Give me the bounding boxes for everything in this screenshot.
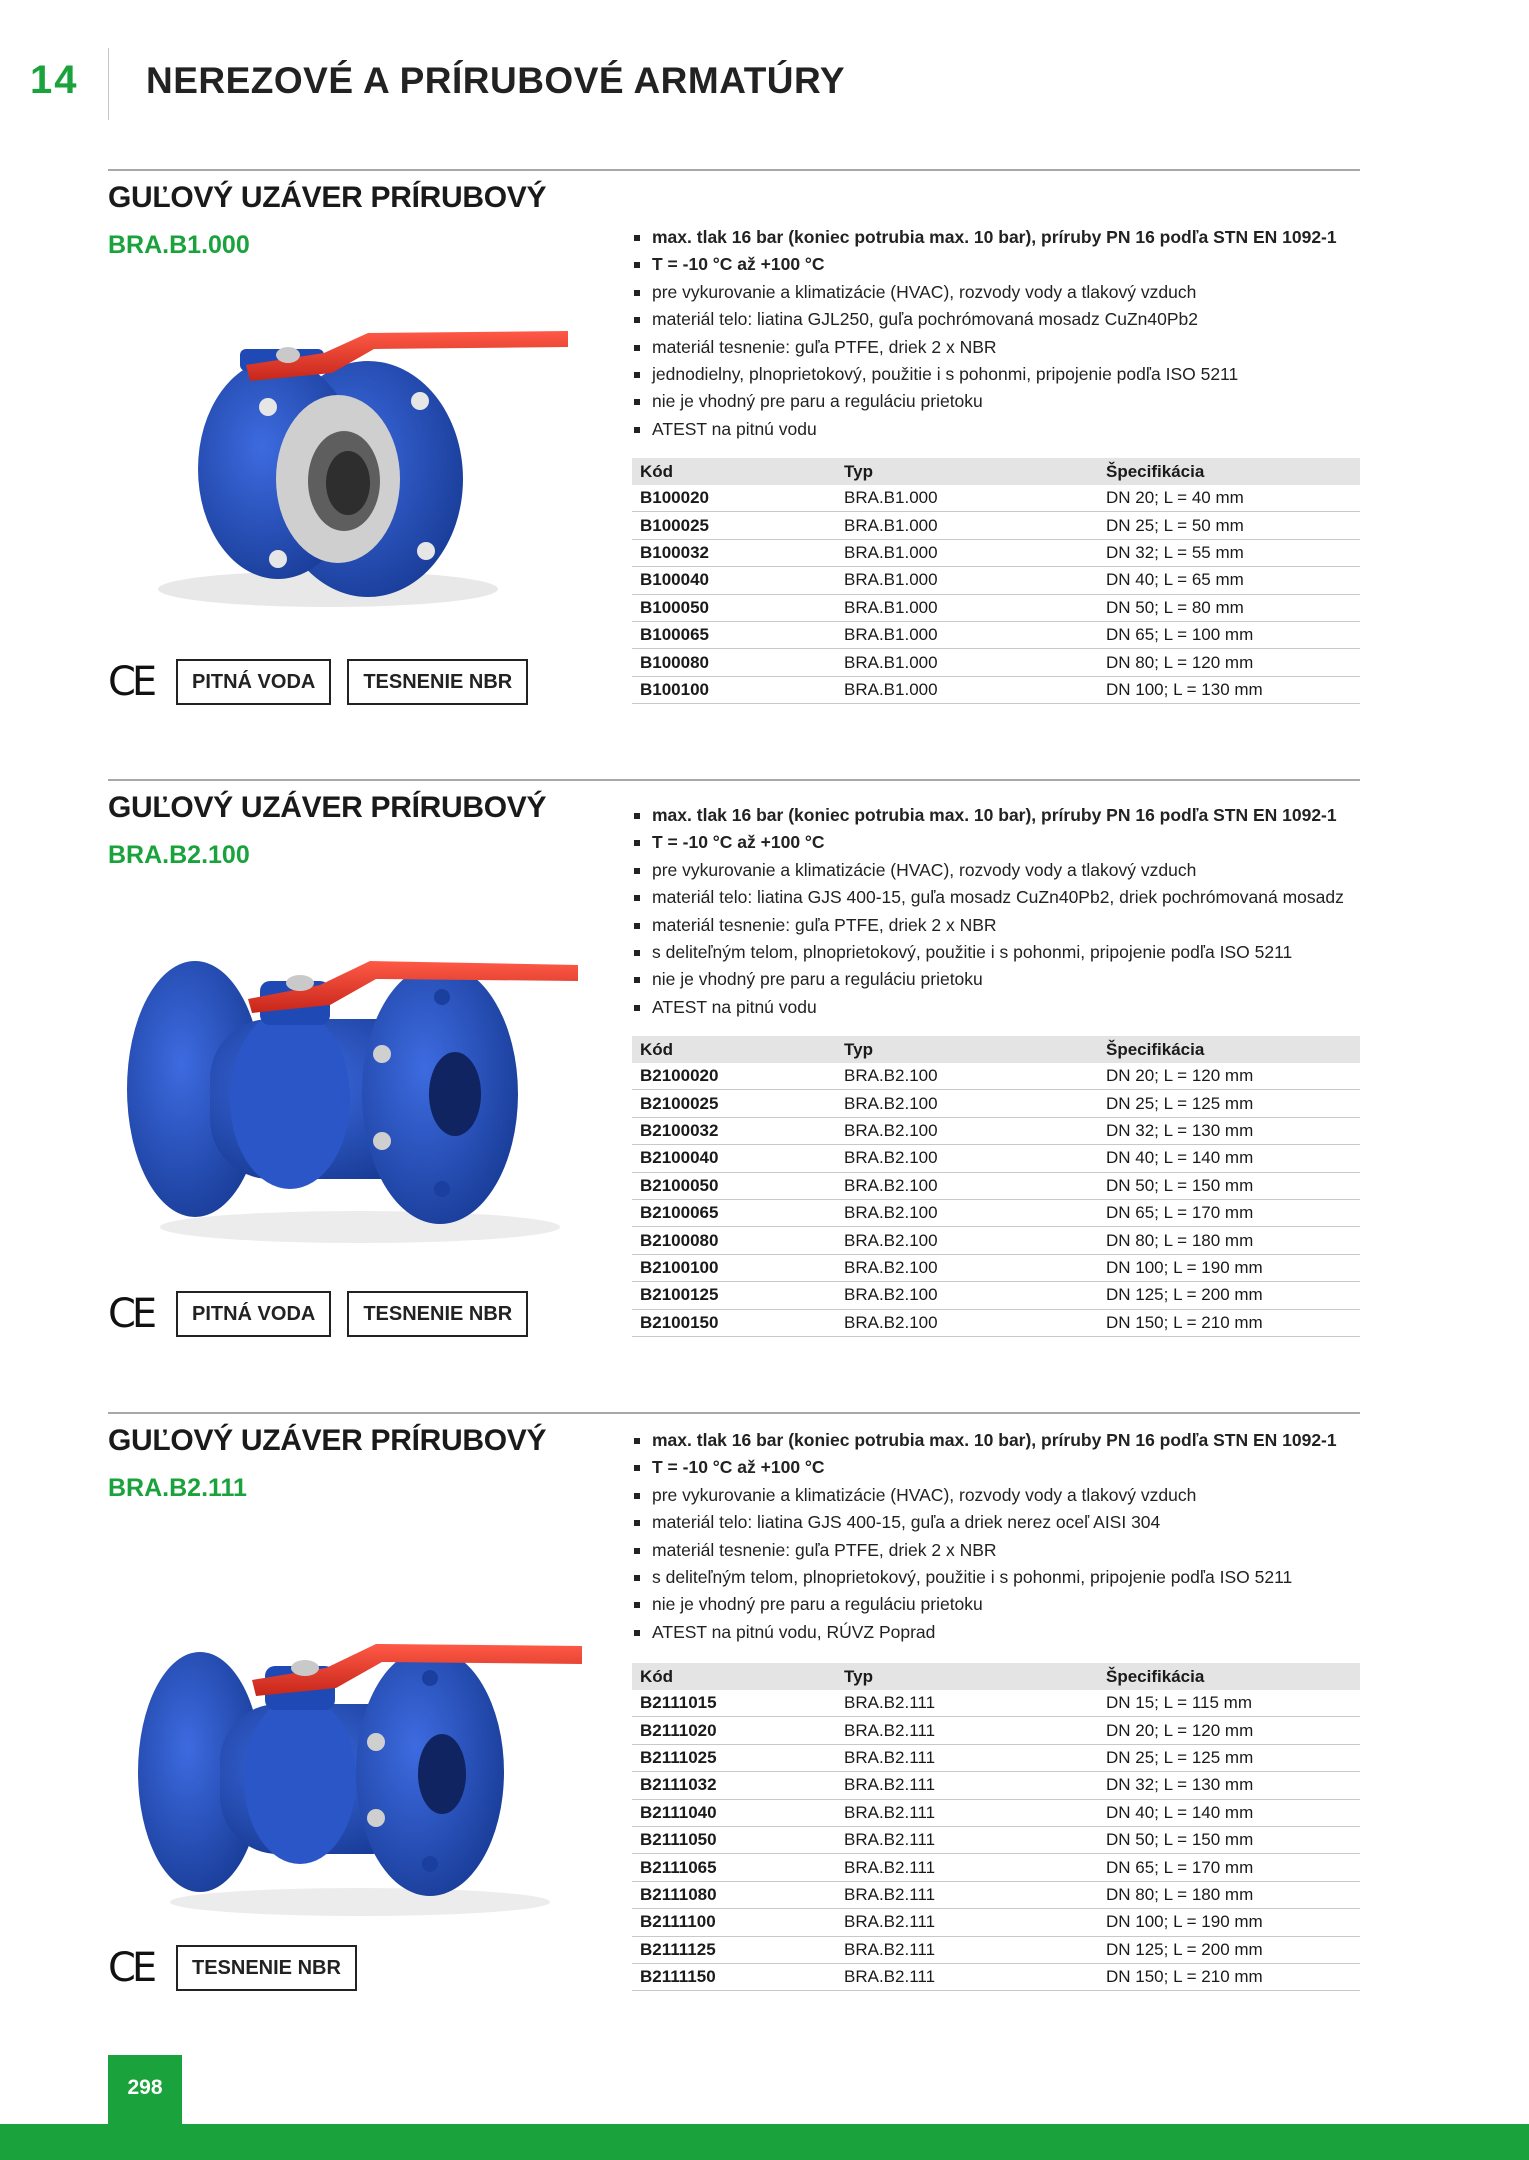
table-row: [632, 1909, 1360, 1936]
table-row: [632, 539, 1360, 566]
cell-type: BRA.B2.100: [836, 1145, 1098, 1172]
cell-code: B2111150: [632, 1963, 836, 1990]
col-header-type: Typ: [836, 1663, 1098, 1690]
feature-item: ATEST na pitnú vodu: [632, 994, 1372, 1021]
table-row: [632, 1145, 1360, 1172]
chapter-divider: [108, 48, 109, 120]
cell-spec: DN 32; L = 130 mm: [1098, 1772, 1360, 1799]
table-header-row: [632, 1663, 1360, 1690]
feature-list: [632, 802, 1372, 1021]
table-row: [632, 621, 1360, 648]
table-header-row: [632, 1036, 1360, 1063]
table-row: [632, 1772, 1360, 1799]
table-row: [632, 1172, 1360, 1199]
cell-type: BRA.B2.111: [836, 1717, 1098, 1744]
feature-item: jednodielny, plnoprietokový, použitie i s pohonmi, pripojenie podľa ISO 5211: [632, 361, 1372, 388]
cell-spec: DN 65; L = 100 mm: [1098, 621, 1360, 648]
feature-item: materiál tesnenie: guľa PTFE, driek 2 x NBR: [632, 912, 1372, 939]
col-header-code: Kód: [632, 1036, 836, 1063]
product-code: BRA.B2.111: [108, 1474, 247, 1502]
cell-code: B2100100: [632, 1254, 836, 1281]
table-row: [632, 594, 1360, 621]
cell-type: BRA.B2.111: [836, 1854, 1098, 1881]
table-row: [632, 1881, 1360, 1908]
cell-spec: DN 100; L = 130 mm: [1098, 676, 1360, 703]
section-title: GUĽOVÝ UZÁVER PRÍRUBOVÝ: [108, 791, 547, 824]
feature-item: pre vykurovanie a klimatizácie (HVAC), rozvody vody a tlakový vzduch: [632, 279, 1372, 306]
cell-spec: DN 32; L = 55 mm: [1098, 539, 1360, 566]
feature-item: T = -10 °C až +100 °C: [632, 1454, 1372, 1481]
feature-item: materiál telo: liatina GJL250, guľa pochrómovaná mosadz CuZn40Pb2: [632, 306, 1372, 333]
cell-spec: DN 125; L = 200 mm: [1098, 1936, 1360, 1963]
cell-code: B100065: [632, 621, 836, 648]
table-row: [632, 1063, 1360, 1090]
feature-item: materiál telo: liatina GJS 400-15, guľa mosadz CuZn40Pb2, driek pochrómovaná mosadz: [632, 884, 1372, 911]
ball-valve-photo: [130, 1592, 600, 1922]
badge-nbr-seal: TESNENIE NBR: [347, 1291, 528, 1337]
feature-item: materiál tesnenie: guľa PTFE, driek 2 x NBR: [632, 1537, 1372, 1564]
cell-type: BRA.B1.000: [836, 512, 1098, 539]
cell-code: B2100065: [632, 1199, 836, 1226]
feature-item: materiál telo: liatina GJS 400-15, guľa a driek nerez oceľ AISI 304: [632, 1509, 1372, 1536]
cell-spec: DN 65; L = 170 mm: [1098, 1854, 1360, 1881]
table-row: [632, 1309, 1360, 1336]
section-rule: [108, 779, 1360, 781]
spec-table: [632, 1663, 1360, 1991]
chapter-title: NEREZOVÉ A PRÍRUBOVÉ ARMATÚRY: [146, 60, 846, 101]
cell-type: BRA.B1.000: [836, 567, 1098, 594]
section-title: GUĽOVÝ UZÁVER PRÍRUBOVÝ: [108, 181, 547, 214]
cell-code: B2100150: [632, 1309, 836, 1336]
table-row: [632, 1282, 1360, 1309]
cell-spec: DN 80; L = 180 mm: [1098, 1881, 1360, 1908]
ce-mark-icon: CE: [108, 659, 154, 705]
product-code: BRA.B2.100: [108, 841, 250, 869]
cell-type: BRA.B1.000: [836, 594, 1098, 621]
feature-list: [632, 1427, 1372, 1646]
col-header-spec: Špecifikácia: [1098, 1036, 1360, 1063]
cell-type: BRA.B2.100: [836, 1090, 1098, 1117]
feature-item: max. tlak 16 bar (koniec potrubia max. 10 bar), príruby PN 16 podľa STN EN 1092-1: [632, 802, 1372, 829]
cell-type: BRA.B1.000: [836, 539, 1098, 566]
table-row: [632, 485, 1360, 512]
feature-item: max. tlak 16 bar (koniec potrubia max. 10 bar), príruby PN 16 podľa STN EN 1092-1: [632, 224, 1372, 251]
cell-code: B100080: [632, 649, 836, 676]
feature-item: ATEST na pitnú vodu, RÚVZ Poprad: [632, 1619, 1372, 1646]
cell-type: BRA.B2.100: [836, 1117, 1098, 1144]
cell-type: BRA.B2.100: [836, 1254, 1098, 1281]
cell-code: B2100125: [632, 1282, 836, 1309]
section-title: GUĽOVÝ UZÁVER PRÍRUBOVÝ: [108, 1424, 547, 1457]
cell-type: BRA.B2.100: [836, 1309, 1098, 1336]
cell-code: B2111015: [632, 1690, 836, 1717]
col-header-spec: Špecifikácia: [1098, 1663, 1360, 1690]
cell-code: B2111025: [632, 1744, 836, 1771]
cell-code: B2111125: [632, 1936, 836, 1963]
table-row: [632, 1090, 1360, 1117]
table-row: [632, 1254, 1360, 1281]
col-header-code: Kód: [632, 458, 836, 485]
cell-code: B100100: [632, 676, 836, 703]
table-row: [632, 1199, 1360, 1226]
cell-type: BRA.B2.111: [836, 1772, 1098, 1799]
cell-spec: DN 15; L = 115 mm: [1098, 1690, 1360, 1717]
cell-spec: DN 50; L = 150 mm: [1098, 1172, 1360, 1199]
cell-spec: DN 40; L = 140 mm: [1098, 1145, 1360, 1172]
cell-code: B2100020: [632, 1063, 836, 1090]
cell-code: B2111040: [632, 1799, 836, 1826]
cell-spec: DN 25; L = 125 mm: [1098, 1744, 1360, 1771]
cell-spec: DN 32; L = 130 mm: [1098, 1117, 1360, 1144]
feature-item: max. tlak 16 bar (koniec potrubia max. 10 bar), príruby PN 16 podľa STN EN 1092-1: [632, 1427, 1372, 1454]
cell-code: B2111065: [632, 1854, 836, 1881]
feature-item: nie je vhodný pre paru a reguláciu prietoku: [632, 1591, 1372, 1618]
product-code: BRA.B1.000: [108, 231, 250, 259]
cell-spec: DN 100; L = 190 mm: [1098, 1254, 1360, 1281]
table-row: [632, 1744, 1360, 1771]
cell-type: BRA.B1.000: [836, 621, 1098, 648]
feature-item: ATEST na pitnú vodu: [632, 416, 1372, 443]
ce-mark-icon: CE: [108, 1291, 154, 1337]
cell-type: BRA.B2.111: [836, 1936, 1098, 1963]
feature-item: materiál tesnenie: guľa PTFE, driek 2 x NBR: [632, 334, 1372, 361]
cell-code: B100040: [632, 567, 836, 594]
cell-type: BRA.B2.100: [836, 1282, 1098, 1309]
cell-code: B100025: [632, 512, 836, 539]
table-row: [632, 1799, 1360, 1826]
table-row: [632, 1826, 1360, 1853]
certification-badges: [108, 1945, 357, 1991]
cell-spec: DN 20; L = 40 mm: [1098, 485, 1360, 512]
spec-table: [632, 1036, 1360, 1337]
cell-spec: DN 40; L = 65 mm: [1098, 567, 1360, 594]
cell-type: BRA.B1.000: [836, 485, 1098, 512]
cell-type: BRA.B2.111: [836, 1826, 1098, 1853]
cell-code: B2111100: [632, 1909, 836, 1936]
chapter-number: 14: [30, 58, 79, 102]
col-header-spec: Špecifikácia: [1098, 458, 1360, 485]
cell-spec: DN 50; L = 80 mm: [1098, 594, 1360, 621]
section-rule: [108, 1412, 1360, 1414]
cell-type: BRA.B2.111: [836, 1690, 1098, 1717]
feature-item: s deliteľným telom, plnoprietokový, použitie i s pohonmi, pripojenie podľa ISO 5211: [632, 939, 1372, 966]
table-row: [632, 1227, 1360, 1254]
cell-type: BRA.B2.111: [836, 1963, 1098, 1990]
cell-spec: DN 125; L = 200 mm: [1098, 1282, 1360, 1309]
table-row: [632, 676, 1360, 703]
cell-code: B2111020: [632, 1717, 836, 1744]
table-row: [632, 1854, 1360, 1881]
spec-table: [632, 458, 1360, 704]
table-row: [632, 1717, 1360, 1744]
feature-item: pre vykurovanie a klimatizácie (HVAC), rozvody vody a tlakový vzduch: [632, 1482, 1372, 1509]
cell-type: BRA.B2.111: [836, 1881, 1098, 1908]
footer-bar: [0, 2124, 1529, 2160]
page-number: 298: [108, 2055, 182, 2125]
table-row: [632, 1117, 1360, 1144]
cell-type: BRA.B2.111: [836, 1799, 1098, 1826]
certification-badges: [108, 659, 528, 705]
section-rule: [108, 169, 1360, 171]
cell-code: B100020: [632, 485, 836, 512]
cell-code: B100032: [632, 539, 836, 566]
certification-badges: [108, 1291, 528, 1337]
cell-type: BRA.B1.000: [836, 676, 1098, 703]
cell-type: BRA.B2.100: [836, 1227, 1098, 1254]
cell-code: B2111032: [632, 1772, 836, 1799]
badge-nbr-seal: TESNENIE NBR: [176, 1945, 357, 1991]
feature-item: T = -10 °C až +100 °C: [632, 251, 1372, 278]
col-header-code: Kód: [632, 1663, 836, 1690]
cell-spec: DN 150; L = 210 mm: [1098, 1963, 1360, 1990]
table-row: [632, 512, 1360, 539]
cell-spec: DN 80; L = 180 mm: [1098, 1227, 1360, 1254]
cell-spec: DN 40; L = 140 mm: [1098, 1799, 1360, 1826]
feature-item: nie je vhodný pre paru a reguláciu prietoku: [632, 966, 1372, 993]
table-row: [632, 649, 1360, 676]
cell-type: BRA.B2.100: [836, 1199, 1098, 1226]
cell-spec: DN 50; L = 150 mm: [1098, 1826, 1360, 1853]
table-row: [632, 1936, 1360, 1963]
cell-type: BRA.B2.100: [836, 1063, 1098, 1090]
cell-type: BRA.B2.100: [836, 1172, 1098, 1199]
badge-drinking-water: PITNÁ VODA: [176, 659, 331, 705]
col-header-type: Typ: [836, 458, 1098, 485]
cell-type: BRA.B2.111: [836, 1744, 1098, 1771]
col-header-type: Typ: [836, 1036, 1098, 1063]
ball-valve-photo: [128, 289, 598, 619]
cell-spec: DN 80; L = 120 mm: [1098, 649, 1360, 676]
cell-type: BRA.B1.000: [836, 649, 1098, 676]
table-header-row: [632, 458, 1360, 485]
cell-spec: DN 65; L = 170 mm: [1098, 1199, 1360, 1226]
cell-code: B2111080: [632, 1881, 836, 1908]
table-row: [632, 567, 1360, 594]
cell-code: B100050: [632, 594, 836, 621]
feature-item: s deliteľným telom, plnoprietokový, použitie i s pohonmi, pripojenie podľa ISO 5211: [632, 1564, 1372, 1591]
cell-code: B2100080: [632, 1227, 836, 1254]
badge-drinking-water: PITNÁ VODA: [176, 1291, 331, 1337]
table-row: [632, 1690, 1360, 1717]
cell-code: B2111050: [632, 1826, 836, 1853]
cell-code: B2100025: [632, 1090, 836, 1117]
cell-spec: DN 20; L = 120 mm: [1098, 1717, 1360, 1744]
cell-code: B2100040: [632, 1145, 836, 1172]
cell-code: B2100032: [632, 1117, 836, 1144]
table-row: [632, 1963, 1360, 1990]
badge-nbr-seal: TESNENIE NBR: [347, 659, 528, 705]
ball-valve-photo: [120, 909, 590, 1249]
cell-spec: DN 150; L = 210 mm: [1098, 1309, 1360, 1336]
feature-item: T = -10 °C až +100 °C: [632, 829, 1372, 856]
feature-item: nie je vhodný pre paru a reguláciu prietoku: [632, 388, 1372, 415]
cell-spec: DN 25; L = 50 mm: [1098, 512, 1360, 539]
feature-list: [632, 224, 1372, 443]
feature-item: pre vykurovanie a klimatizácie (HVAC), rozvody vody a tlakový vzduch: [632, 857, 1372, 884]
cell-spec: DN 100; L = 190 mm: [1098, 1909, 1360, 1936]
cell-type: BRA.B2.111: [836, 1909, 1098, 1936]
cell-spec: DN 20; L = 120 mm: [1098, 1063, 1360, 1090]
cell-code: B2100050: [632, 1172, 836, 1199]
ce-mark-icon: CE: [108, 1945, 154, 1991]
cell-spec: DN 25; L = 125 mm: [1098, 1090, 1360, 1117]
